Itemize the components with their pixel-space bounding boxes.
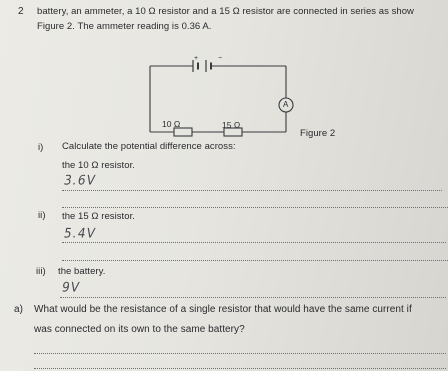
answer-15-ohm: 5.4V bbox=[62, 225, 98, 241]
part-a-line-1: What would be the resistance of a single resistor that would have the same current if bbox=[34, 304, 412, 315]
battery-plus-label: + bbox=[194, 55, 199, 62]
subpart-battery-label: iii) bbox=[36, 266, 46, 277]
question-number: 2 bbox=[18, 6, 24, 17]
resistor-10-label: 10 Ω bbox=[162, 119, 181, 129]
answer-line bbox=[62, 190, 442, 191]
subpart-10-ohm-text: the 10 Ω resistor. bbox=[62, 160, 135, 171]
answer-line bbox=[34, 353, 446, 354]
intro-line-2: Figure 2. The ammeter reading is 0.36 A. bbox=[37, 21, 212, 32]
part-a-label: a) bbox=[14, 304, 23, 315]
answer-line bbox=[62, 260, 448, 261]
subpart-battery-text: the battery. bbox=[58, 266, 106, 277]
ammeter-label: A bbox=[283, 100, 289, 109]
figure-caption: Figure 2 bbox=[300, 128, 336, 139]
resistor-10-ohm bbox=[174, 128, 192, 136]
part-a-line-2: was connected on its own to the same battery? bbox=[34, 324, 245, 335]
part-i-label: i) bbox=[38, 142, 44, 153]
subpart-15-ohm-label: ii) bbox=[38, 210, 46, 221]
battery-minus-label: − bbox=[218, 55, 223, 62]
answer-line bbox=[62, 207, 448, 208]
resistor-15-label: 15 Ω bbox=[222, 120, 241, 130]
intro-line-1: battery, an ammeter, a 10 Ω resistor and a 15 Ω resistor are connected in series as show bbox=[37, 6, 414, 17]
answer-line bbox=[60, 297, 446, 298]
answer-10-ohm: 3.6V bbox=[62, 172, 98, 188]
answer-battery: 9V bbox=[60, 279, 82, 295]
subpart-15-ohm-text: the 15 Ω resistor. bbox=[62, 211, 135, 222]
answer-line bbox=[62, 242, 446, 243]
answer-line bbox=[34, 368, 446, 369]
part-i-prompt: Calculate the potential difference across: bbox=[62, 141, 236, 152]
